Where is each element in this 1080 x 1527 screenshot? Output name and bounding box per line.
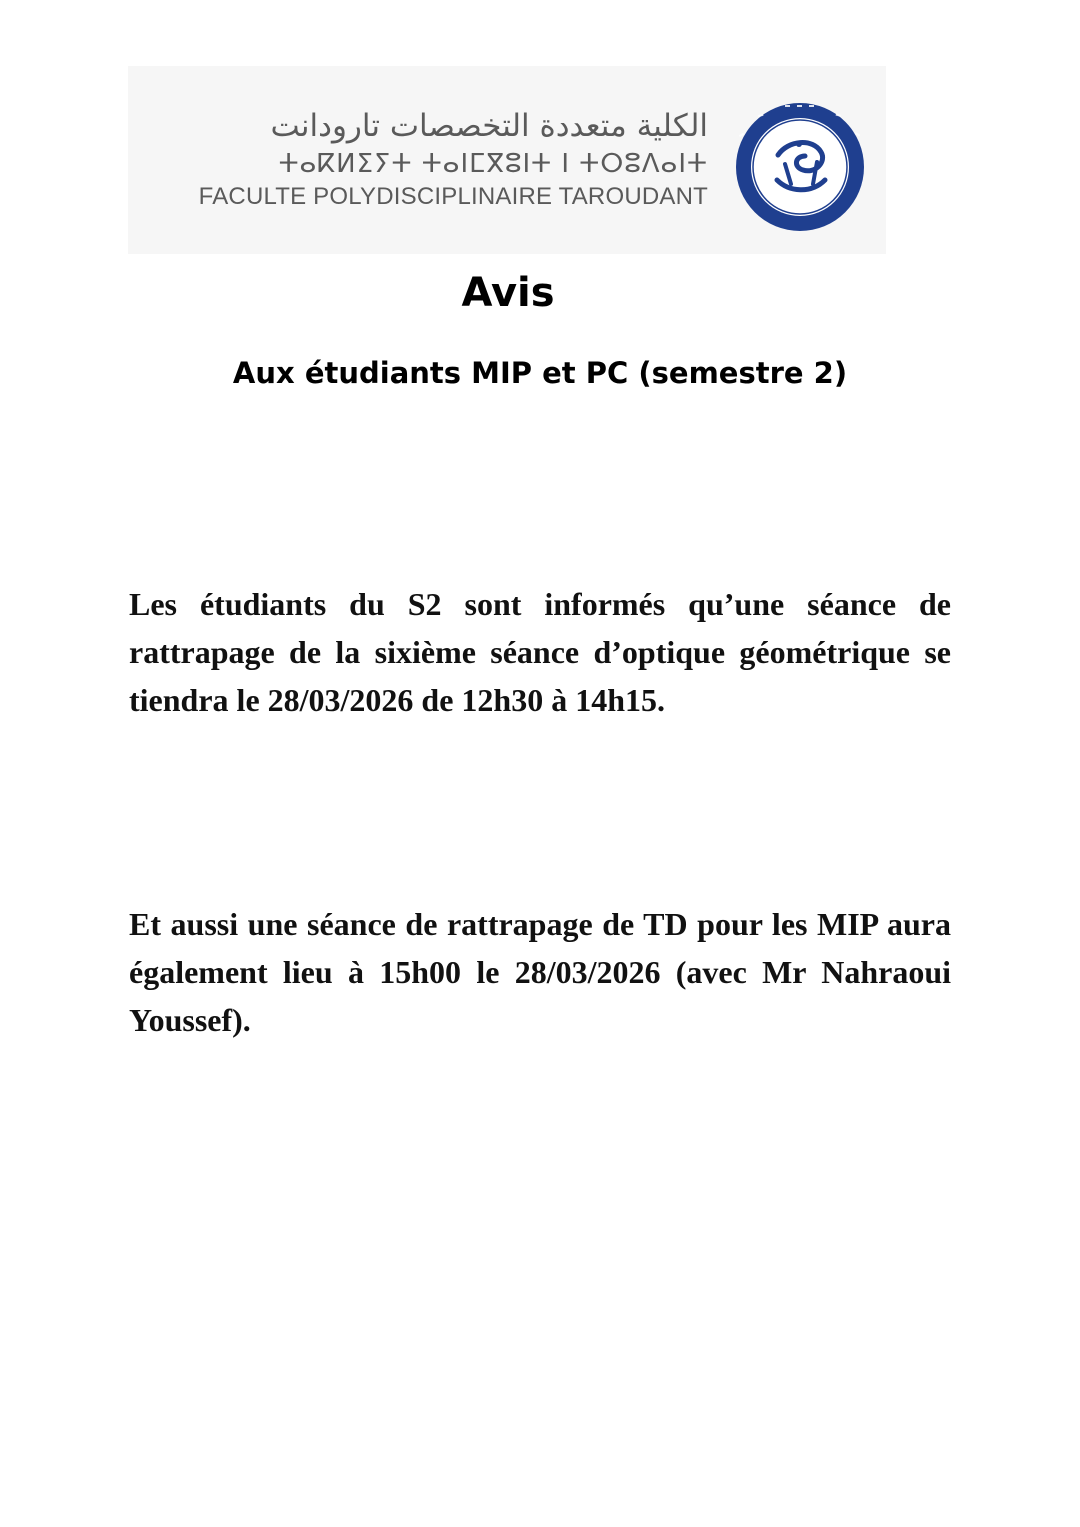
notice-paragraph-makeup-optics: Les étudiants du S2 sont informés qu’une séance de rattrapage de la sixième séance d’optique géométrique se tiendra le 28/03/2026 de 12h30 à 14h15. xyxy=(129,586,951,718)
faculty-name-french: FACULTE POLYDISCIPLINAIRE TAROUDANT xyxy=(198,183,708,210)
faculty-name-block xyxy=(168,106,708,212)
notice-paragraph-makeup-td: Et aussi une séance de rattrapage de TD pour les MIP aura également lieu à 15h00 le 28/03/2026 (avec Mr Nahraoui Youssef). xyxy=(129,906,951,1038)
notice-subtitle: Aux étudiants MIP et PC (semestre 2) xyxy=(232,356,848,390)
faculty-name-arabic: الكلية متعددة التخصصات تارودانت xyxy=(270,108,708,144)
notice-title: Avis xyxy=(461,270,555,316)
faculty-name-tifinagh: ⵜⴰⴽⵍⵉⵢⵜ ⵜⴰⵏⵎⴳⵓⵏⵜ ⵏ ⵜⵔⵓⴷⴰⵏⵜ xyxy=(278,149,708,179)
faculty-header-banner xyxy=(128,66,886,254)
university-seal-logo xyxy=(733,100,867,234)
